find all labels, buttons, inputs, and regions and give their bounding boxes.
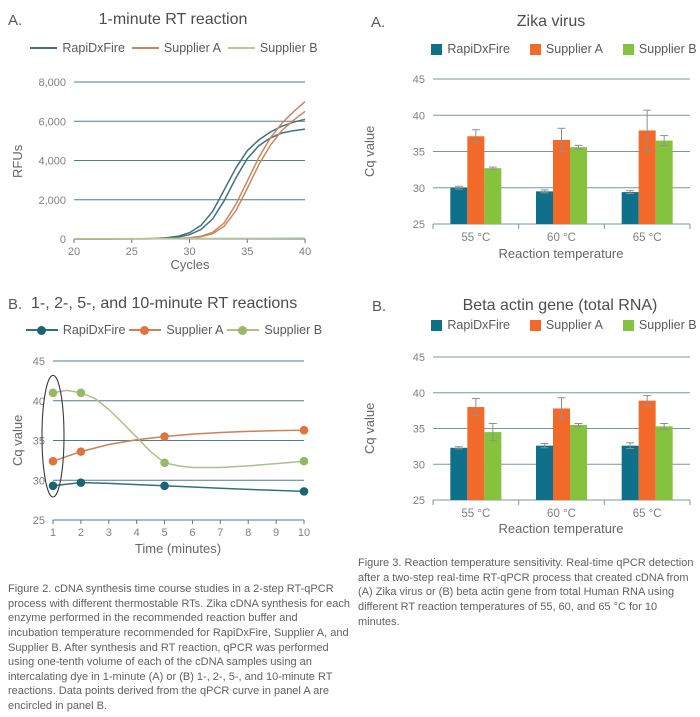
legend-swatch-icon	[129, 329, 161, 331]
legend-swatch-icon	[26, 329, 58, 331]
y-tick-label: 30	[32, 475, 45, 488]
legend-label: RapiDxFire	[62, 41, 125, 55]
bar-supplier-b-65-c	[656, 141, 673, 224]
data-point-supplier-a	[77, 447, 86, 456]
y-tick-label: 4,000	[38, 155, 66, 168]
legend-zika	[402, 42, 700, 56]
y-tick-label: 30	[412, 459, 425, 472]
bar-supplier-a-65-c	[639, 401, 656, 500]
y-tick-label: 40	[412, 387, 425, 400]
x-tick-label: 60 °C	[547, 232, 576, 244]
y-tick-label: 25	[412, 219, 425, 231]
y-axis-label-zika: Cq value	[362, 125, 377, 178]
data-point-rapidxfire	[160, 482, 169, 491]
x-tick-label: 1	[49, 527, 57, 539]
legend-timecourse	[8, 323, 340, 337]
legend-item-supplier-b	[623, 318, 697, 332]
series-line-supplier-a	[53, 430, 304, 461]
legend-label: Supplier B	[638, 318, 697, 332]
x-tick-label: 65 °C	[632, 508, 662, 520]
y-tick-label: 35	[32, 435, 45, 448]
y-tick-label: 25	[412, 495, 425, 507]
data-point-rapidxfire	[300, 487, 309, 496]
legend-item-supplier-b	[623, 42, 697, 56]
y-tick-label: 45	[412, 74, 425, 86]
x-tick-label: 7	[217, 527, 224, 539]
legend-label: RapiDxFire	[447, 318, 510, 332]
legend-item-rapidxfire	[30, 41, 125, 55]
series-line-rapidxfire	[53, 483, 304, 492]
y-axis-label-timecourse: Cq value	[10, 414, 25, 466]
chart-title-rt1min: 1-minute RT reaction	[98, 11, 248, 28]
legend-item-supplier-b	[228, 41, 318, 55]
x-tick-label: 55 °C	[461, 232, 491, 244]
y-tick-label: 35	[412, 146, 425, 159]
data-point-supplier-b	[49, 389, 58, 398]
legend-swatch-icon	[623, 44, 634, 55]
legend-label: Supplier B	[259, 41, 318, 55]
bar-supplier-a-55-c	[467, 136, 484, 224]
chart-title-timecourse: 1-, 2-, 5-, and 10-minute RT reactions	[31, 295, 298, 312]
x-tick-label: 35	[241, 246, 254, 258]
legend-beta-actin	[402, 318, 700, 332]
bar-chart-zika	[358, 66, 700, 266]
data-point-supplier-b	[300, 457, 309, 466]
data-point-supplier-a	[49, 457, 58, 466]
legend-swatch-icon	[30, 47, 57, 49]
bar-rapidxfire-65-c	[622, 192, 639, 224]
series-line-supplier-a	[74, 102, 305, 239]
x-tick-label: 9	[273, 527, 280, 539]
x-tick-label: 4	[133, 527, 140, 539]
bar-rapidxfire-65-c	[622, 446, 639, 500]
x-tick-label: 25	[125, 246, 138, 258]
panel-label-fig2-a: A.	[8, 12, 23, 29]
legend-item-rapidxfire	[431, 42, 510, 56]
bar-supplier-b-65-c	[656, 426, 673, 500]
y-tick-label: 30	[412, 182, 425, 195]
bar-supplier-a-60-c	[553, 408, 570, 500]
x-tick-label: 6	[189, 527, 196, 539]
y-tick-label: 40	[412, 110, 425, 123]
x-axis-label-rt1min: Cycles	[170, 257, 210, 272]
x-tick-label: 40	[298, 246, 312, 258]
legend-label: Supplier B	[638, 42, 697, 56]
panel-label-fig2-b: B.	[8, 296, 23, 313]
data-point-rapidxfire	[77, 478, 86, 487]
bar-rapidxfire-55-c	[450, 188, 467, 224]
y-tick-label: 6,000	[38, 116, 66, 129]
x-axis-label-zika: Reaction temperature	[498, 246, 624, 261]
x-axis-label-timecourse: Time (minutes)	[134, 541, 222, 556]
bar-rapidxfire-55-c	[450, 448, 467, 500]
y-tick-label: 8,000	[38, 77, 66, 89]
y-tick-label: 40	[32, 395, 45, 408]
legend-label: Supplier B	[264, 323, 323, 337]
legend-swatch-icon	[431, 320, 442, 331]
chart-title-zika: Zika virus	[516, 13, 586, 30]
legend-label: Supplier A	[545, 318, 603, 332]
line-chart-rt1min	[8, 66, 343, 278]
legend-swatch-icon	[530, 320, 541, 331]
bar-supplier-a-60-c	[553, 140, 570, 224]
legend-item-supplier-b	[227, 323, 322, 337]
legend-item-supplier-a	[132, 41, 221, 55]
x-tick-label: 10	[297, 527, 311, 539]
legend-swatch-icon	[530, 44, 541, 55]
x-tick-label: 5	[161, 527, 168, 539]
y-tick-label: 2,000	[38, 194, 66, 207]
chart-title-beta-actin: Beta actin gene (total RNA)	[462, 297, 658, 314]
legend-label: Supplier A	[163, 41, 221, 55]
bar-supplier-a-55-c	[467, 407, 484, 500]
data-point-supplier-a	[160, 432, 169, 441]
line-chart-timecourse	[8, 348, 343, 560]
legend-item-rapidxfire	[26, 323, 126, 337]
legend-swatch-icon	[132, 47, 159, 49]
data-point-supplier-a	[300, 426, 309, 435]
legend-swatch-icon	[227, 329, 259, 331]
x-tick-label: 20	[67, 246, 81, 258]
legend-label: Supplier A	[166, 323, 224, 337]
bar-rapidxfire-60-c	[536, 191, 553, 224]
legend-swatch-icon	[623, 320, 634, 331]
legend-label: RapiDxFire	[62, 323, 126, 337]
bar-supplier-b-60-c	[570, 147, 587, 224]
legend-swatch-icon	[431, 44, 442, 55]
legend-item-supplier-a	[530, 318, 603, 332]
x-tick-label: 30	[183, 246, 196, 258]
y-axis-label-beta-actin: Cq value	[362, 402, 377, 455]
panel-label-fig3-b: B.	[372, 298, 387, 315]
bar-chart-beta-actin	[358, 343, 700, 543]
series-line-supplier-b	[74, 238, 305, 239]
x-tick-label: 3	[105, 527, 112, 539]
data-point-supplier-b	[77, 389, 86, 398]
y-tick-label: 35	[412, 423, 425, 436]
x-axis-label-beta-actin: Reaction temperature	[498, 521, 624, 536]
data-point-rapidxfire	[49, 482, 58, 491]
y-tick-label: 25	[32, 515, 45, 527]
legend-item-supplier-a	[530, 42, 603, 56]
legend-label: RapiDxFire	[447, 42, 510, 56]
legend-swatch-icon	[228, 47, 255, 49]
y-tick-label: 0	[59, 234, 66, 246]
figure3-caption: Figure 3. Reaction temperature sensitivity. Real-time qPCR detection after a two-step real-time RT-qPCR process that created cDNA from (A) Zika virus or (B) beta actin gene from total Human RNA using different RT reaction temperatures of 55, 60, and 65 °C for 10 minutes.	[358, 557, 694, 628]
legend-label: Supplier A	[545, 42, 603, 56]
bar-supplier-b-60-c	[570, 425, 587, 500]
legend-dot-icon	[140, 326, 149, 335]
legend-item-rapidxfire	[431, 318, 510, 332]
bar-supplier-b-55-c	[484, 432, 501, 500]
legend-dot-icon	[238, 326, 247, 335]
x-tick-label: 2	[77, 527, 84, 539]
legend-item-supplier-a	[129, 323, 223, 337]
y-axis-label-rt1min: RFUs	[10, 144, 25, 178]
data-point-supplier-b	[160, 458, 169, 467]
panel-label-fig3-a: A.	[371, 14, 386, 31]
y-tick-label: 45	[412, 352, 425, 364]
bar-supplier-b-55-c	[484, 168, 501, 224]
x-tick-label: 55 °C	[461, 508, 491, 520]
legend-dot-icon	[37, 326, 46, 335]
series-line-supplier-a	[74, 111, 305, 238]
y-tick-label: 45	[32, 356, 45, 368]
bar-rapidxfire-60-c	[536, 446, 553, 500]
x-tick-label: 60 °C	[547, 508, 576, 520]
legend-rt1min	[8, 41, 340, 55]
series-line-supplier-b	[53, 390, 304, 467]
figure2-caption: Figure 2. cDNA synthesis time course studies in a 2-step RT-qPCR process with different thermostable RTs. Zika cDNA synthesis for each enzyme performed in the recommended reaction buffer and incubation temperature recommended for RapiDxFire, Supplier A, and Supplier B. After synthesis and RT reaction, qPCR was performed using one-tenth volume of each of the cDNA samples using an intercalating dye in 1-minute (A) or (B) 1-, 2-, 5-, and 10-minute RT reactions. Data points derived from the qPCR curve in panel A are encircled in panel B.	[8, 583, 350, 712]
x-tick-label: 8	[245, 527, 252, 539]
x-tick-label: 65 °C	[632, 232, 662, 244]
